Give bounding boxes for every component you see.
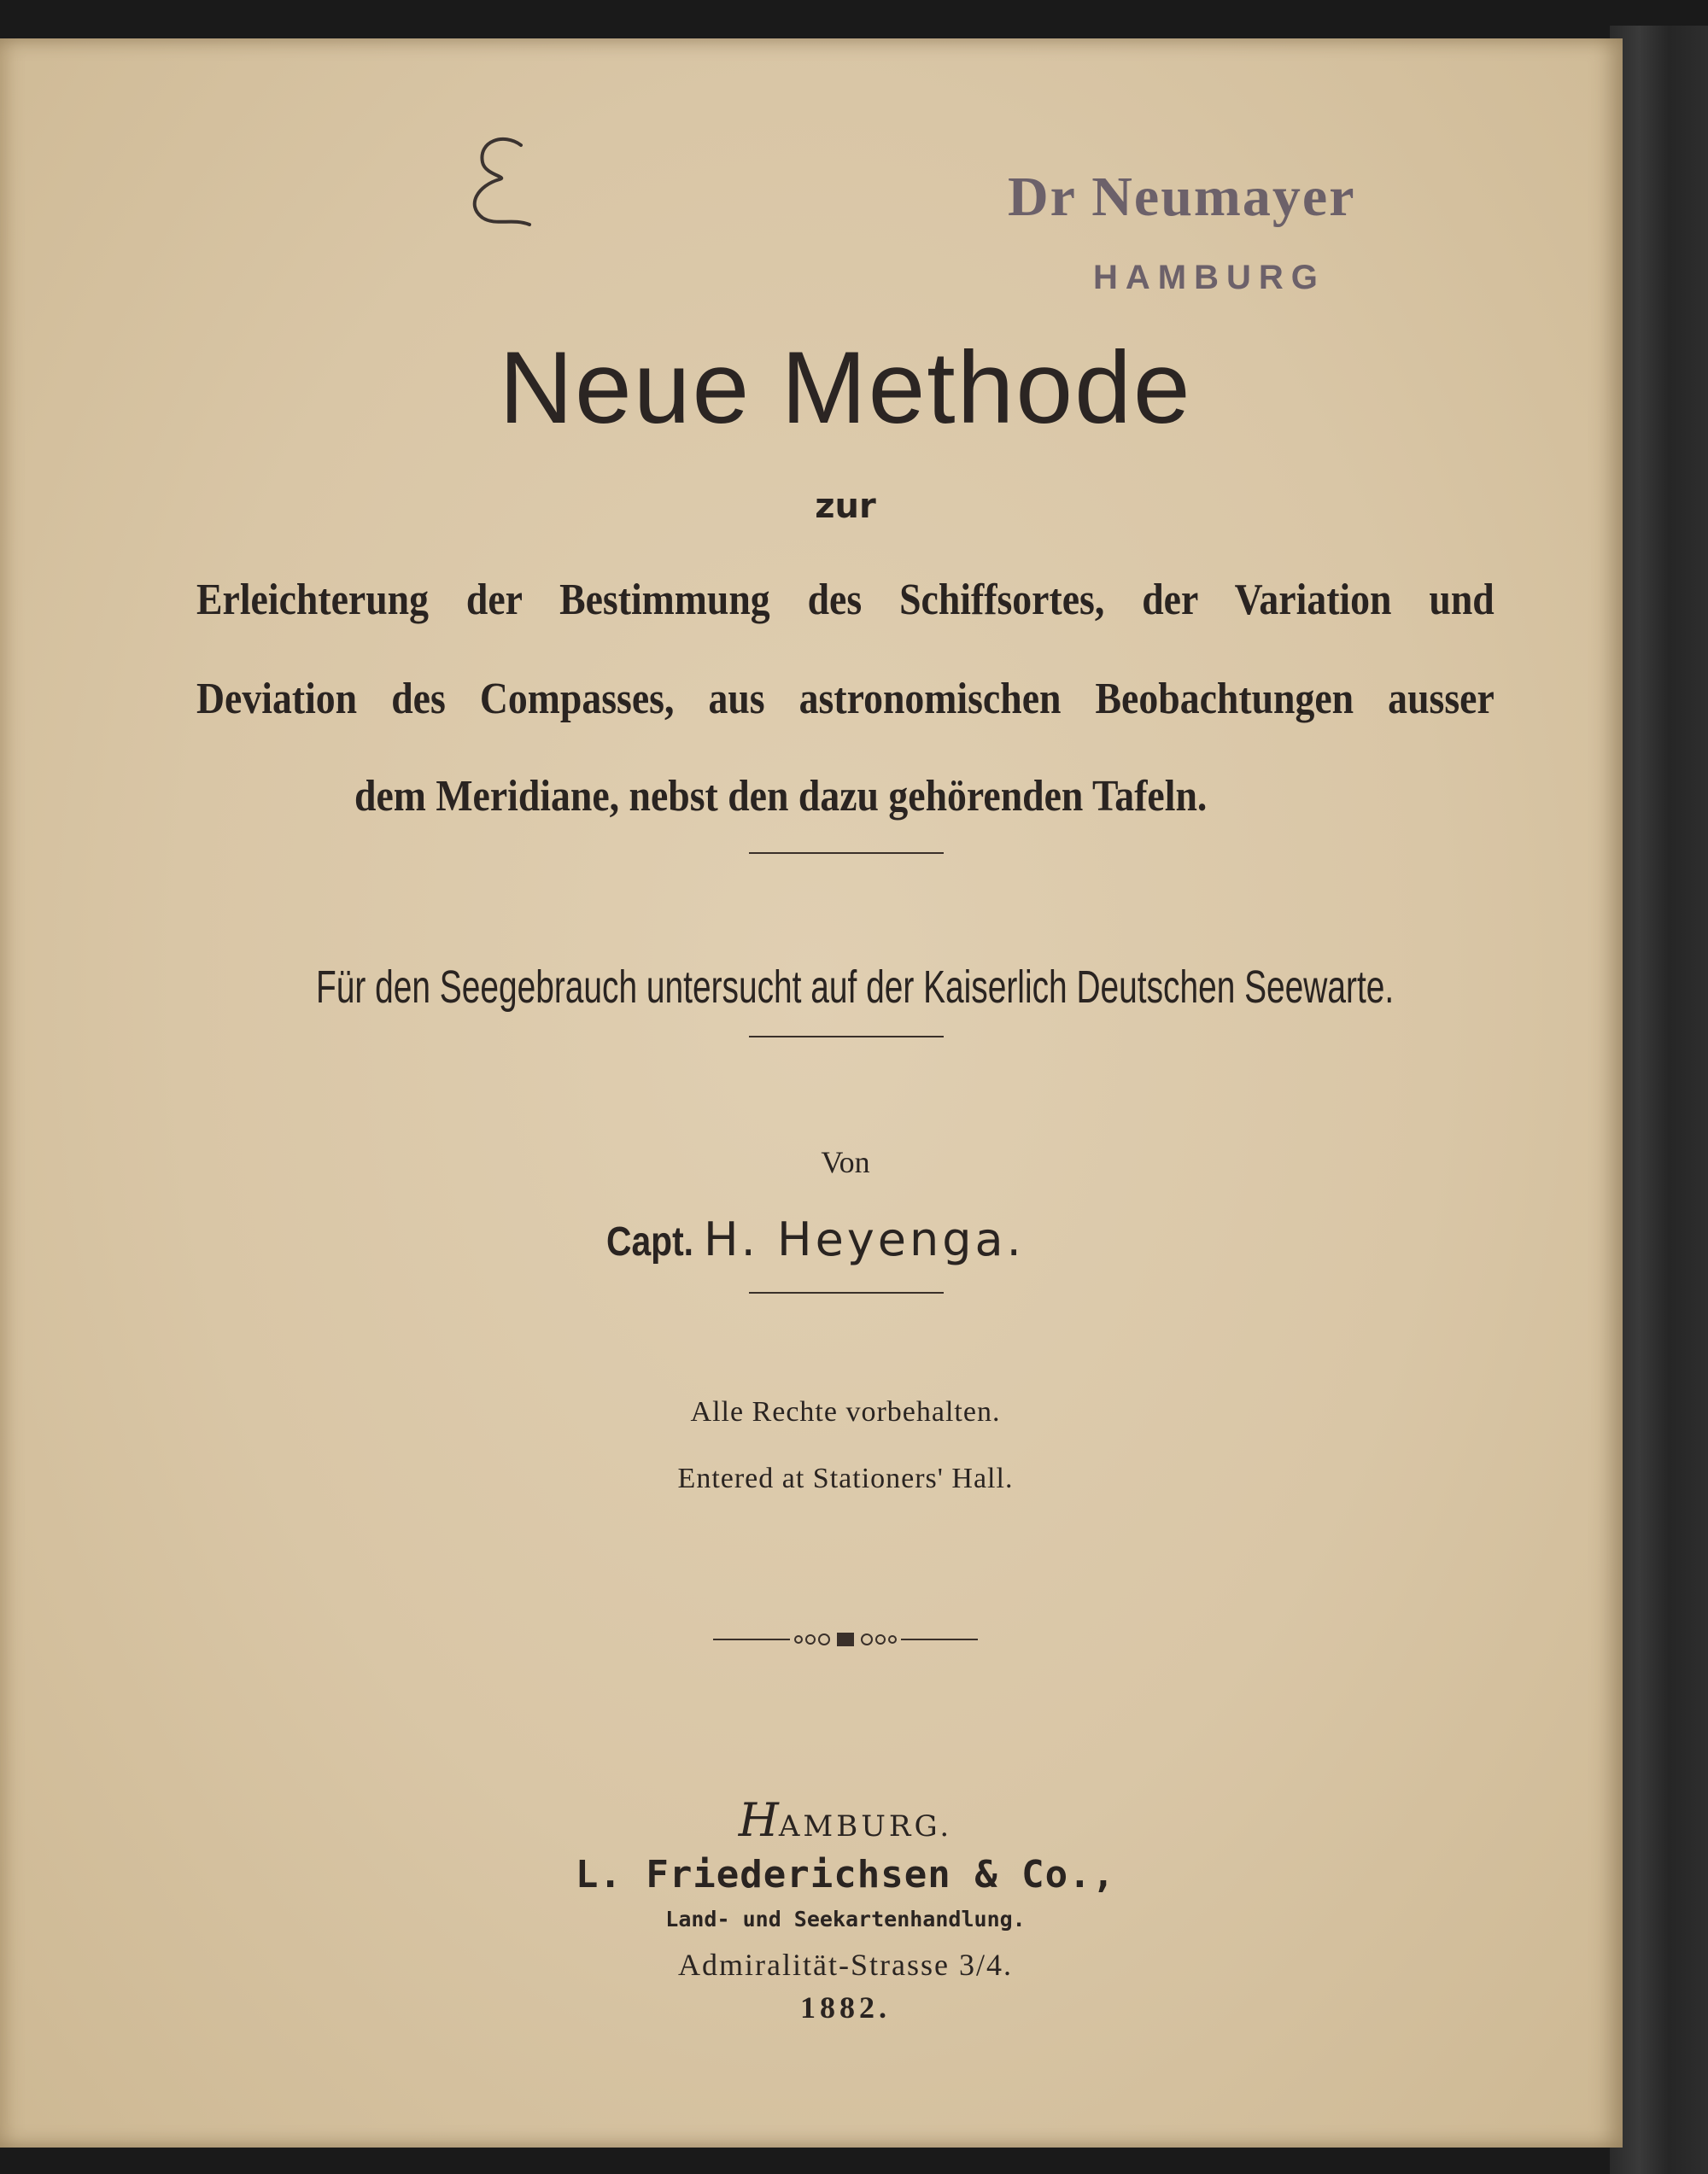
city-rest: AMBURG. (778, 1809, 953, 1844)
publisher-address: Admiralität-Strasse 3/4. (678, 1948, 1013, 1982)
publisher-city (0, 1793, 1691, 1847)
city-initial: H (738, 1793, 779, 1847)
ornament-divider (713, 1627, 978, 1652)
publication-year: 1882. (800, 1990, 891, 2025)
stamp-name: Dr Neumayer (1008, 166, 1356, 228)
title-page (0, 38, 1623, 2148)
handwritten-mark (461, 132, 538, 235)
publisher-name: L. Friederichsen & Co., (575, 1853, 1116, 1896)
description-line-1: Erleichterung der Bestimmung des Schiffsortes, der Variation und (196, 576, 1494, 624)
rights-notice: Alle Rechte vorbehalten. (690, 1396, 1001, 1428)
divider-rule (749, 852, 944, 854)
divider-rule (749, 1292, 944, 1294)
library-stamp (999, 141, 1443, 312)
examination-note: Für den Seegebrauch untersucht auf der Kaiserlich Deutschen Seewarte. (316, 961, 1395, 1013)
divider-rule (749, 1036, 944, 1037)
author-line (606, 1213, 1025, 1266)
author-title: Capt. (606, 1219, 693, 1265)
registration-notice: Entered at Stationers' Hall. (677, 1463, 1014, 1494)
description-line-2: Deviation des Compasses, aus astronomischen Beobachtungen ausser (196, 675, 1494, 723)
publisher-business: Land- und Seekartenhandlung. (665, 1907, 1026, 1931)
description-line-3: dem Meridiane, nebst den dazu gehörenden Tafeln. (354, 772, 1208, 821)
by-label: Von (821, 1145, 870, 1179)
subtitle-connector: zur (815, 487, 876, 526)
stamp-city: HAMBURG (1093, 259, 1325, 296)
book-title: Neue Methode (499, 330, 1192, 445)
author-name: H. Heyenga. (704, 1213, 1025, 1266)
